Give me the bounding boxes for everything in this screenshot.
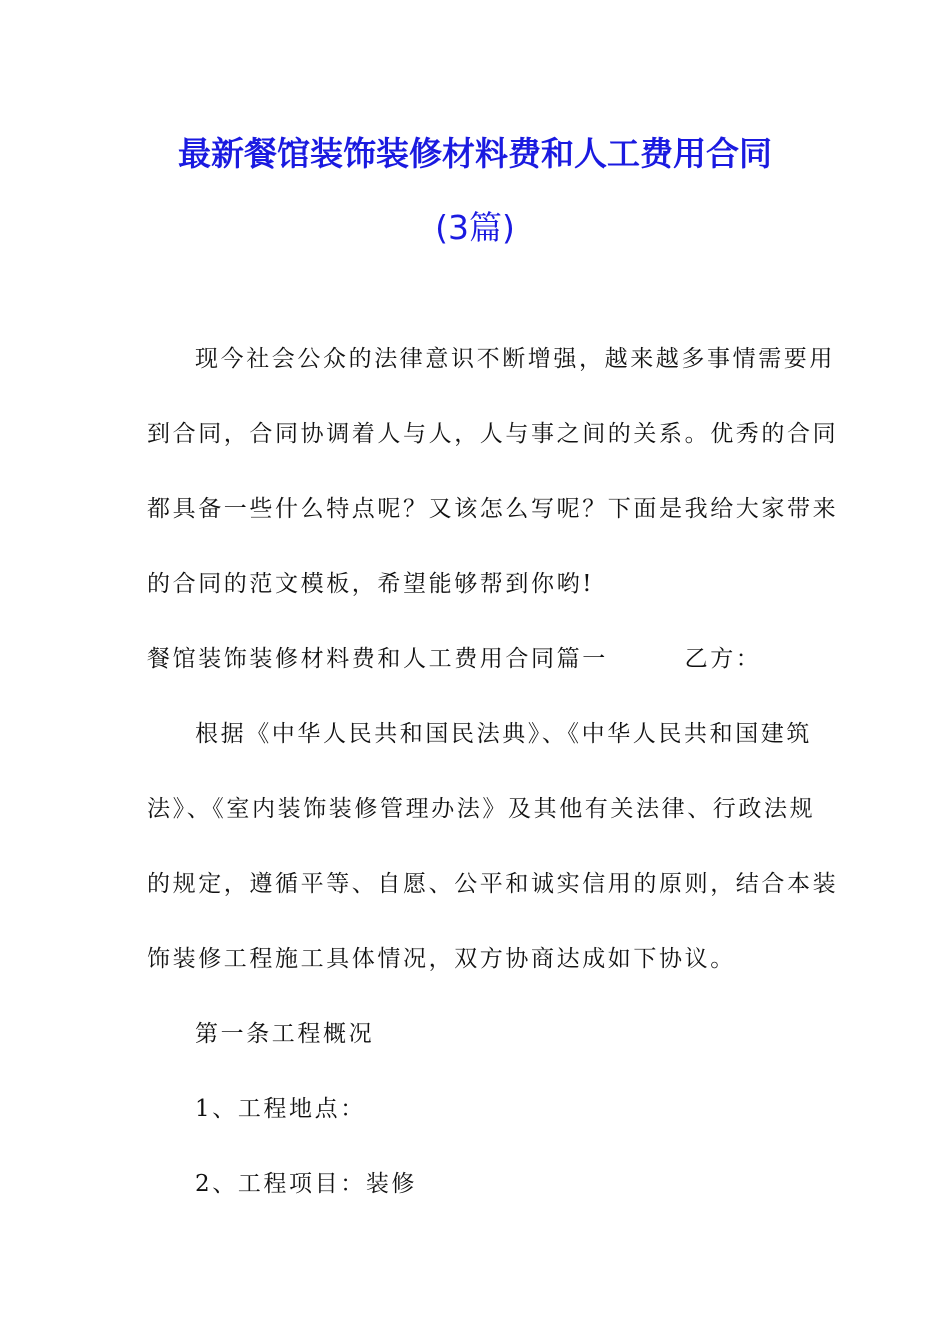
intro-line-4: 的合同的范文模板，希望能够帮到你哟! [147,571,595,597]
intro-line-1: 现今社会公众的法律意识不断增强，越来越多事情需要用 [195,346,835,372]
document-subtitle: (3篇) [435,208,515,247]
body-line-4: 饰装修工程施工具体情况，双方协商达成如下协议。 [147,946,736,972]
section-heading: 餐馆装饰装修材料费和人工费用合同篇一 乙方： [147,646,762,672]
clause-item-1: 1、工程地点： [195,1096,366,1122]
intro-line-3: 都具备一些什么特点呢？又该怎么写呢？下面是我给大家带来 [147,496,839,522]
intro-line-2: 到合同，合同协调着人与人，人与事之间的关系。优秀的合同 [147,421,839,447]
body-line-1: 根据《中华人民共和国民法典》、《中华人民共和国建筑 [195,721,812,747]
body-line-2: 法》、《室内装饰装修管理办法》及其他有关法律、行政法规 [147,796,816,822]
body-line-3: 的规定，遵循平等、自愿、公平和诚实信用的原则，结合本装 [147,871,839,897]
article-heading: 第一条工程概况 [195,1021,375,1047]
document-title: 最新餐馆装饰装修材料费和人工费用合同 [178,134,772,173]
clause-item-2: 2、工程项目：装修 [195,1171,418,1197]
